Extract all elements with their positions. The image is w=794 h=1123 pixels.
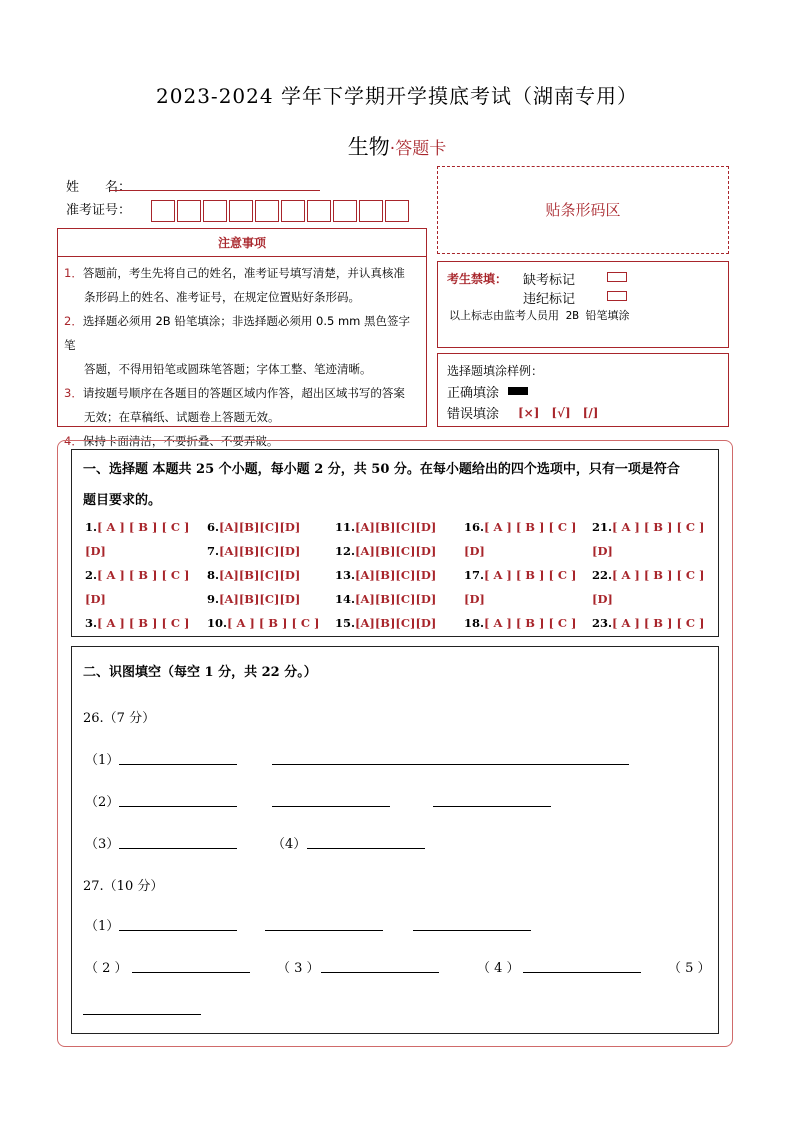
question-number: 16. xyxy=(464,520,485,534)
notice-item xyxy=(64,261,420,309)
blank-label: （4） xyxy=(272,837,307,852)
answer-options[interactable]: [ A ] [ B ] [ C ] xyxy=(97,568,190,582)
violation-label: 违纪标记 xyxy=(523,292,576,307)
question-number: 3. xyxy=(85,616,98,630)
prohibit-label: 考生禁填： xyxy=(447,272,508,286)
question-number: 1. xyxy=(85,520,98,534)
blank-label: （1） xyxy=(85,919,120,934)
question-number: 12. xyxy=(335,544,356,558)
notice-text-cont: 条形码上的姓名、准考证号，在规定位置贴好条形码。 xyxy=(84,290,360,304)
answer-options[interactable]: [A][B][C][D] xyxy=(355,616,437,630)
answer-blank[interactable] xyxy=(413,916,531,931)
answer-option-group[interactable] xyxy=(464,616,577,630)
absent-mark-box[interactable] xyxy=(607,272,627,282)
notice-text: 选择题必须用 2B 铅笔填涂；非选择题必须用 0.5 mm 黑色签字笔 xyxy=(64,314,411,352)
id-digit-box[interactable] xyxy=(333,200,357,222)
notice-item xyxy=(64,381,420,429)
answer-option-group[interactable] xyxy=(464,592,485,606)
notice-text: 请按题号顺序在各题目的答题区域内作答，超出区域书写的答案 xyxy=(82,386,405,400)
notice-text-cont: 无效；在草稿纸、试题卷上答题无效。 xyxy=(84,410,280,424)
question-number: 13. xyxy=(335,568,356,582)
answer-option-group[interactable] xyxy=(207,592,300,606)
id-digit-box[interactable] xyxy=(359,200,383,222)
answer-blank[interactable] xyxy=(119,750,237,765)
answer-options[interactable]: [D] xyxy=(85,592,106,606)
answer-options[interactable]: [D] xyxy=(592,592,613,606)
id-digit-box[interactable] xyxy=(307,200,331,222)
subject-name: 生物 xyxy=(347,135,390,159)
question-number: 23. xyxy=(592,616,613,630)
choice-section-title: 一、选择题 本题共 25 个小题，每小题 2 分，共 50 分。在每小题给出的四个选项中，只有一项是符合 xyxy=(83,462,680,477)
answer-options[interactable]: [ A ] [ B ] [ C ] xyxy=(612,520,705,534)
answer-option-group[interactable] xyxy=(335,616,436,630)
id-digit-box[interactable] xyxy=(151,200,175,222)
name-label: 姓 名： xyxy=(66,180,132,195)
answer-option-group[interactable] xyxy=(464,568,577,582)
answer-blank[interactable] xyxy=(272,792,390,807)
blank-label: （ 2 ） xyxy=(85,961,128,976)
answer-blank[interactable] xyxy=(265,916,383,931)
sample-box xyxy=(437,353,729,427)
answer-options[interactable]: [ A ] [ B ] [ C ] xyxy=(484,568,577,582)
answer-option-group[interactable] xyxy=(85,544,106,558)
answer-option-group[interactable] xyxy=(592,520,705,534)
answer-option-group[interactable] xyxy=(335,520,436,534)
question-number: 18. xyxy=(464,616,485,630)
answer-option-group[interactable] xyxy=(85,592,106,606)
answer-option-group[interactable] xyxy=(464,520,577,534)
answer-blank[interactable] xyxy=(119,792,237,807)
answer-options[interactable]: [D] xyxy=(464,544,485,558)
answer-options[interactable]: [D] xyxy=(464,592,485,606)
notice-text: 答题前，考生先将自己的姓名，准考证号填写清楚，并认真核准 xyxy=(82,266,405,280)
question-number: 11. xyxy=(335,520,356,534)
sample-title: 选择题填涂样例： xyxy=(447,364,544,378)
blank-label: （3） xyxy=(85,837,120,852)
name-field[interactable] xyxy=(110,176,320,191)
id-label: 准考证号： xyxy=(66,203,132,218)
question-number: 21. xyxy=(592,520,613,534)
id-digit-box[interactable] xyxy=(255,200,279,222)
blank-label: （2） xyxy=(85,795,120,810)
answer-options[interactable]: [A][B][C][D] xyxy=(355,544,437,558)
question-number: 7. xyxy=(207,544,220,558)
notice-num: 4． xyxy=(64,434,83,448)
answer-options[interactable]: [D] xyxy=(85,544,106,558)
answer-options[interactable]: [A][B][C][D] xyxy=(219,592,301,606)
id-digit-box[interactable] xyxy=(177,200,201,222)
answer-blank[interactable] xyxy=(272,750,629,765)
answer-option-group[interactable] xyxy=(592,544,613,558)
blank-label: （ 4 ） xyxy=(477,961,520,976)
question-number: 6. xyxy=(207,520,220,534)
answer-option-group[interactable] xyxy=(207,568,300,582)
blank-label: （ 3 ） xyxy=(277,961,320,976)
answer-option-group[interactable] xyxy=(464,544,485,558)
exam-title: 2023-2024 学年下学期开学摸底考试（湖南专用） xyxy=(156,84,638,108)
notice-item xyxy=(64,309,420,381)
answer-option-group[interactable] xyxy=(335,544,436,558)
answer-options[interactable]: [ A ] [ B ] [ C ] xyxy=(612,616,705,630)
question-number: 17. xyxy=(464,568,485,582)
question-number: 10. xyxy=(207,616,228,630)
id-digit-box[interactable] xyxy=(281,200,305,222)
prohibit-note: 以上标志由监考人员用 2B 铅笔填涂 xyxy=(449,309,630,322)
answer-blank[interactable] xyxy=(119,916,237,931)
barcode-label: 贴条形码区 xyxy=(545,201,621,219)
prohibit-box xyxy=(437,261,729,348)
answer-blank[interactable] xyxy=(433,792,551,807)
question-number: 22. xyxy=(592,568,613,582)
absent-label: 缺考标记 xyxy=(523,273,576,288)
question-number: 8. xyxy=(207,568,220,582)
question-number: 9. xyxy=(207,592,220,606)
answer-options[interactable]: [A][B][C][D] xyxy=(355,520,437,534)
notice-num: 1． xyxy=(64,266,83,280)
answer-option-group[interactable] xyxy=(85,616,190,630)
wrong-marks: [×] [√] [/] xyxy=(518,406,599,420)
fill-section xyxy=(71,646,719,1034)
answer-options[interactable]: [A][B][C][D] xyxy=(219,568,301,582)
answer-options[interactable]: [ A ] [ B ] [ C ] xyxy=(484,616,577,630)
wrong-label: 错误填涂 xyxy=(447,407,500,422)
answer-option-group[interactable] xyxy=(335,592,436,606)
barcode-area xyxy=(437,166,729,254)
subject-suffix: ·答题卡 xyxy=(389,139,447,159)
answer-blank[interactable] xyxy=(83,1000,201,1015)
fill-section-title: 二、识图填空（每空 1 分，共 22 分。） xyxy=(83,665,317,680)
notice-text: 保持卡面清洁，不要折叠、不要弄破。 xyxy=(82,434,279,448)
answer-options[interactable]: [ A ] [ B ] [ C ] xyxy=(97,520,190,534)
subject-heading xyxy=(0,131,794,161)
notice-num: 3． xyxy=(64,386,83,400)
answer-options[interactable]: [A][B][C][D] xyxy=(355,592,437,606)
choice-section-title-cont: 题目要求的。 xyxy=(83,493,162,508)
violation-mark-box[interactable] xyxy=(607,291,627,301)
answer-blank[interactable] xyxy=(307,834,425,849)
answer-options[interactable]: [A][B][C][D] xyxy=(219,544,301,558)
answer-options[interactable]: [ A ] [ B ] [ C ] xyxy=(97,616,190,630)
answer-blank[interactable] xyxy=(523,958,641,973)
answer-options[interactable]: [ A ] [ B ] [ C ] xyxy=(227,616,320,630)
answer-option-group[interactable] xyxy=(335,568,436,582)
answer-options[interactable]: [A][B][C][D] xyxy=(355,568,437,582)
notice-text-cont: 答题，不得用铅笔或圆珠笔答题；字体工整、笔迹清晰。 xyxy=(84,362,372,376)
answer-option-group[interactable] xyxy=(85,568,190,582)
notice-box xyxy=(57,228,427,448)
question-number: 14. xyxy=(335,592,356,606)
answer-blank[interactable] xyxy=(132,958,250,973)
question-number: 2. xyxy=(85,568,98,582)
notice-num: 2． xyxy=(64,314,83,328)
answer-options[interactable]: [ A ] [ B ] [ C ] xyxy=(484,520,577,534)
correct-fill-sample xyxy=(508,387,528,395)
blank-label: （1） xyxy=(85,753,120,768)
correct-label: 正确填涂 xyxy=(447,386,500,401)
answer-option-group[interactable] xyxy=(592,592,613,606)
question-number: 15. xyxy=(335,616,356,630)
choice-section xyxy=(71,449,719,637)
answer-blank[interactable] xyxy=(119,834,237,849)
id-digit-box[interactable] xyxy=(229,200,253,222)
notice-heading: 注意事项 xyxy=(58,229,426,257)
question-26-label: 26.（7 分） xyxy=(83,711,156,726)
answer-options[interactable]: [A][B][C][D] xyxy=(219,520,301,534)
answer-option-group[interactable] xyxy=(592,568,705,582)
id-boxes[interactable] xyxy=(151,200,421,224)
id-digit-box[interactable] xyxy=(385,200,409,222)
answer-options[interactable]: [D] xyxy=(592,544,613,558)
id-digit-box[interactable] xyxy=(203,200,227,222)
blank-label: （ 5 ） xyxy=(668,961,711,976)
question-27-label: 27.（10 分） xyxy=(83,879,164,894)
answer-options[interactable]: [ A ] [ B ] [ C ] xyxy=(612,568,705,582)
answer-blank[interactable] xyxy=(321,958,439,973)
answer-option-group[interactable] xyxy=(207,544,300,558)
answer-option-group[interactable] xyxy=(207,520,300,534)
answer-option-group[interactable] xyxy=(592,616,705,630)
answer-option-group[interactable] xyxy=(85,520,190,534)
answer-option-group[interactable] xyxy=(207,616,320,630)
